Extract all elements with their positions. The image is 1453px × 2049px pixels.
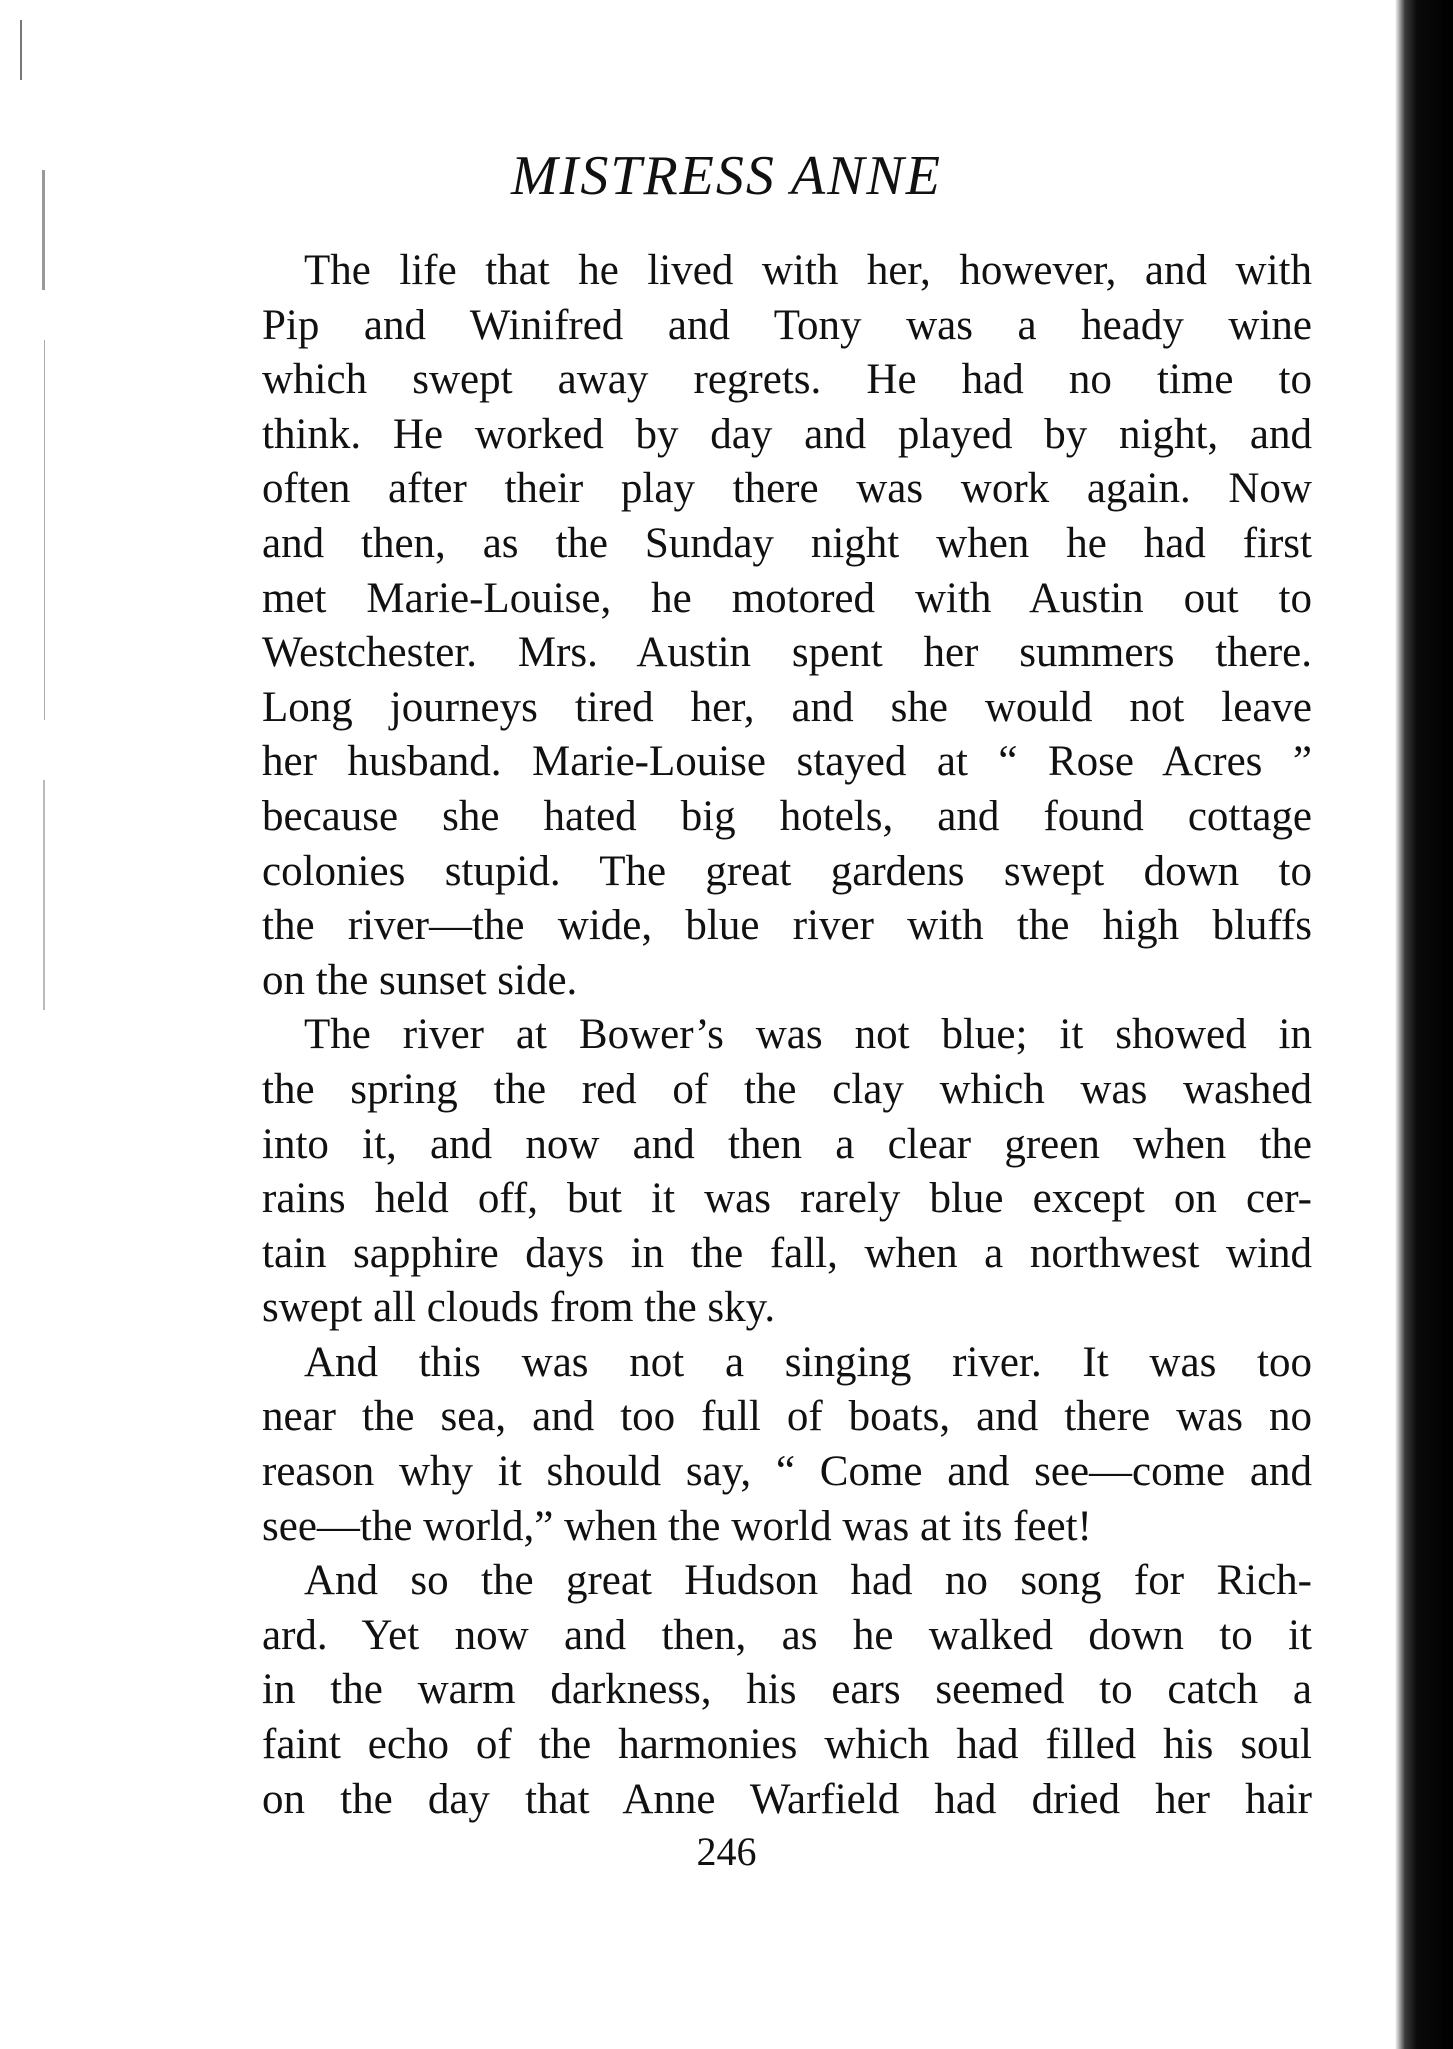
text-line: into it, and now and then a clear green when the	[262, 1120, 1312, 1168]
text-line: on the sunset side.	[262, 956, 578, 1004]
text-line: colonies stupid. The great gardens swept down to	[262, 847, 1312, 895]
text-line: think. He worked by day and played by night, and	[262, 410, 1312, 458]
page-edge-shadow	[1395, 0, 1453, 2049]
text-line: in the warm darkness, his ears seemed to catch a	[262, 1666, 1312, 1714]
text-line: met Marie-Louise, he motored with Austin out to	[262, 574, 1312, 622]
text-line: because she hated big hotels, and found cottage	[262, 792, 1312, 840]
text-line: her husband. Marie-Louise stayed at “ Rose Acres ”	[262, 738, 1312, 786]
running-head: MISTRESS ANNE	[511, 145, 942, 207]
text-line: tain sapphire days in the fall, when a northwest wind	[262, 1229, 1312, 1277]
text-line: see—the world,” when the world was at its feet!	[262, 1502, 1092, 1550]
text-line: and then, as the Sunday night when he had first	[262, 519, 1312, 567]
text-line: And so the great Hudson had no song for Rich-	[304, 1557, 1312, 1605]
text-line: Westchester. Mrs. Austin spent her summers there.	[262, 629, 1312, 677]
text-line: often after their play there was work again. Now	[262, 465, 1312, 513]
text-line: the spring the red of the clay which was washed	[262, 1065, 1312, 1113]
text-line: The river at Bower’s was not blue; it showed in	[304, 1011, 1312, 1059]
page-number: 246	[696, 1829, 757, 1874]
text-line: swept all clouds from the sky.	[262, 1284, 776, 1332]
text-line: faint echo of the harmonies which had filled his soul	[262, 1721, 1312, 1769]
text-line: reason why it should say, “ Come and see—come and	[262, 1448, 1312, 1496]
text-line: on the day that Anne Warfield had dried her hair	[262, 1775, 1312, 1823]
text-line: rains held off, but it was rarely blue except on cer-	[262, 1175, 1312, 1223]
text-line: And this was not a singing river. It was too	[304, 1338, 1312, 1386]
text-line: which swept away regrets. He had no time to	[262, 356, 1312, 404]
text-line: The life that he lived with her, however, and with	[304, 247, 1312, 294]
text-line: Long journeys tired her, and she would not leave	[262, 683, 1312, 731]
text-block	[262, 244, 1312, 1827]
text-line: ard. Yet now and then, as he walked down to it	[262, 1611, 1312, 1659]
text-line: Pip and Winifred and Tony was a heady wine	[262, 301, 1312, 349]
text-line: the river—the wide, blue river with the high bluffs	[262, 902, 1312, 950]
text-line: near the sea, and too full of boats, and there was no	[262, 1393, 1312, 1441]
